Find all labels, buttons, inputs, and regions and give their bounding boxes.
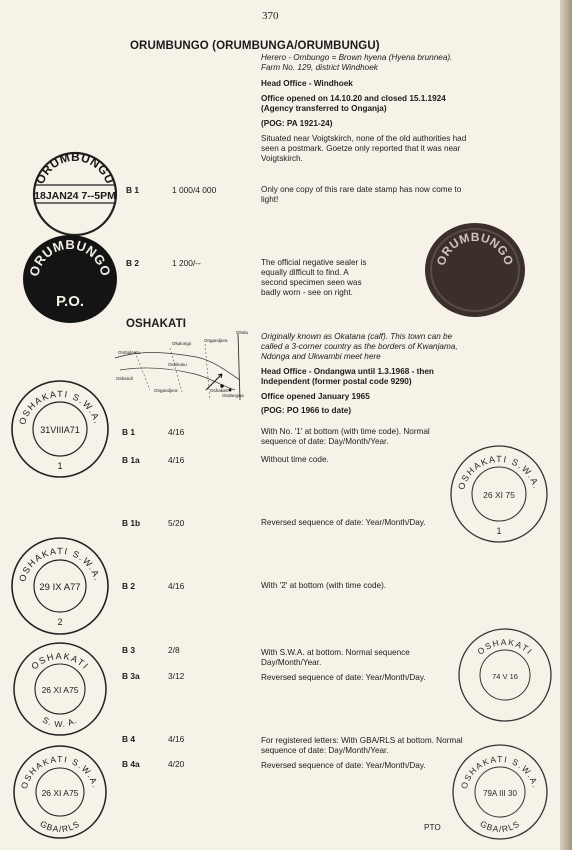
- svg-text:OSHAKATI S.W.A.: [17, 389, 103, 426]
- entry-price: 3/12: [168, 671, 185, 681]
- postmark-number: 1: [496, 526, 502, 536]
- postmark-number: 2: [57, 617, 63, 627]
- postmark-oshakati-b1a: [443, 440, 555, 548]
- page-footer-pto: PTO: [424, 823, 441, 832]
- page-number: 370: [262, 10, 279, 22]
- entry-desc: badly worn - see on right.: [261, 288, 353, 297]
- postmark-oshakati-b2: [6, 532, 114, 640]
- postmark-date: 29 IX A77: [39, 582, 81, 593]
- orumbungo-pog: (POG: PA 1921-24): [261, 119, 333, 128]
- postmark-arc-text: OSHAKATI S.W.A.: [17, 545, 103, 583]
- orumbungo-etymology-2: Farm No. 129, district Windhoek: [261, 63, 378, 72]
- entry-desc: The official negative sealer is: [261, 258, 367, 267]
- map-label: Ombalantu: [118, 350, 141, 355]
- oshakati-desc-1: Originally known as Okatana (calf). This town can be: [261, 332, 453, 341]
- entry-desc: sequence of date: Day/Month/Year.: [261, 746, 389, 755]
- svg-text:ORUMBUNGU: [33, 150, 117, 186]
- postmark-oshakati-b3: [8, 637, 112, 741]
- sealer-arc-text: ORUMBUNGO: [433, 229, 517, 268]
- oshakati-desc-3: Ndonga and Ukwambi meet here: [261, 352, 381, 361]
- svg-text:OSHAKATI: [29, 651, 91, 672]
- postmark-bottom-text: GBA/RLS: [38, 818, 82, 835]
- entry-desc: sequence of date: Day/Month/Year.: [261, 437, 389, 446]
- postmark-arc-text: OSHAKATI S.W.A.: [18, 753, 102, 790]
- svg-text:OSHAKATI S.W.A.: [456, 454, 542, 491]
- entry-desc: With S.W.A. at bottom. Normal sequence: [261, 648, 410, 657]
- svg-text:S. W. A.: [41, 715, 79, 730]
- map-label: Oshandi: [116, 376, 133, 381]
- postmark-arc-text: OSHAKATI: [29, 650, 91, 672]
- postmark-oshakati-b4: [8, 742, 112, 844]
- postmark-arc-text: OSHAKATI S.W.A.: [458, 753, 542, 790]
- postmark-date: 26 XI A75: [41, 788, 79, 798]
- postmark-bottom-text: GBA/RLS: [478, 818, 522, 835]
- orumbungo-desc-2: seen a postmark. Goetze only reported that it was near: [261, 144, 461, 153]
- section-title-orumbungo: ORUMBUNGO (ORUMBUNGA/ORUMBUNGU): [130, 40, 380, 52]
- map-label: Ohalu: [236, 330, 249, 335]
- entry-code: B 4: [122, 734, 136, 744]
- entry-desc: With No. '1' at bottom (with time code). Normal: [261, 427, 430, 436]
- postmark-arc-text: OSHAKATI: [475, 636, 535, 657]
- entry-desc: Without time code.: [261, 455, 329, 464]
- postmark-orumbungo-b1: [28, 148, 122, 240]
- svg-text:GBA/RLS: [38, 818, 81, 834]
- entry-price: 2/8: [168, 645, 180, 655]
- entry-desc: second specimen seen was: [261, 278, 362, 287]
- entry-price: 1 000/4 000: [172, 185, 217, 195]
- entry-code: B 1b: [122, 518, 141, 528]
- orumbungo-opened-1: Office opened on 14.10.20 and closed 15.1.1924: [261, 94, 446, 103]
- entry-code: B 1: [122, 427, 136, 437]
- entry-price: 5/20: [168, 518, 185, 528]
- entry-code: B 1a: [122, 455, 140, 465]
- postmark-arc-text: OSHAKATI S.W.A.: [17, 388, 103, 426]
- entry-desc: Reversed sequence of date: Year/Month/Day.: [261, 673, 426, 682]
- sealer-bottom-text: P.O.: [55, 293, 85, 310]
- entry-price: 4/16: [168, 455, 185, 465]
- negative-sealer-orumbungo-b2: [20, 233, 120, 325]
- oshakati-desc-2: called a 3-corner country as the borders of Kwanjama,: [261, 342, 458, 351]
- postmark-date: 18JAN24 7--5PM: [34, 190, 116, 202]
- entry-desc: equally difficult to find. A: [261, 268, 349, 277]
- entry-desc: Reversed sequence of date: Year/Month/Day.: [261, 761, 426, 770]
- oshakati-head-office-2: Independent (former postal code 9290): [261, 377, 412, 386]
- svg-text:OSHAKATI: [475, 637, 534, 657]
- entry-desc: light!: [261, 195, 279, 204]
- map-label: Ongandjera: [154, 388, 178, 393]
- entry-price: 1 200/--: [172, 258, 201, 268]
- postmark-date: 74 V 16: [492, 672, 518, 681]
- entry-code: B 2: [126, 258, 140, 268]
- entry-price: 4/20: [168, 759, 185, 769]
- orumbungo-head-office: Head Office - Windhoek: [261, 79, 353, 88]
- page-edge: [560, 0, 572, 850]
- oshakati-region-map: [110, 330, 255, 410]
- oshakati-opened: Office opened January 1965: [261, 392, 370, 401]
- postmark-bottom-text: S. W. A.: [40, 714, 80, 730]
- svg-text:OSHAKATI S.W.A.: [459, 754, 541, 790]
- sealer-arc-text: ORUMBUNGO: [26, 236, 114, 278]
- postmark-number: 1: [57, 461, 63, 471]
- entry-desc: For registered letters: With GBA/RLS at bottom. Normal: [261, 736, 463, 745]
- entry-code: B 1: [126, 185, 140, 195]
- orumbungo-desc-3: Voigtskirch.: [261, 154, 303, 163]
- postmark-oshakati-b4a: [448, 740, 552, 844]
- postmark-date: 31VIIIA71: [40, 425, 80, 435]
- postmark-date: 79A III 30: [483, 789, 517, 798]
- svg-text:OSHAKATI S.W.A.: [17, 546, 103, 583]
- map-label: Okalongo: [172, 341, 192, 346]
- postmark-date: 26 XI A75: [41, 685, 79, 695]
- postmark-date: 26 XI 75: [483, 490, 515, 500]
- orumbungo-desc-1: Situated near Voigtskirch, none of the old authorities had: [261, 134, 467, 143]
- entry-price: 4/16: [168, 734, 185, 744]
- oshakati-pog: (POG: PO 1966 to date): [261, 406, 352, 415]
- map-label: Ongandjera: [204, 338, 228, 343]
- map-label: Ondangwa: [222, 393, 244, 398]
- entry-desc: Reversed sequence of date: Year/Month/Day.: [261, 518, 426, 527]
- svg-text:OSHAKATI S.W.A.: [19, 754, 101, 790]
- entry-code: B 3: [122, 645, 136, 655]
- postmark-oshakati-b1: [6, 375, 114, 483]
- entry-desc: Only one copy of this rare date stamp has now come to: [261, 185, 462, 194]
- orumbungo-etymology-1: Herero - Ombungo = Brown hyena (Hyena brunnea).: [261, 53, 453, 62]
- svg-text:GBA/RLS: [478, 818, 521, 834]
- entry-code: B 3a: [122, 671, 140, 681]
- orumbungo-opened-2: (Agency transferred to Onganja): [261, 104, 387, 113]
- postmark-arc-text: ORUMBUNGU: [32, 149, 118, 187]
- map-label: Oshikuku: [168, 362, 187, 367]
- entry-desc: Day/Month/Year.: [261, 658, 322, 667]
- entry-price: 4/16: [168, 581, 185, 591]
- section-title-oshakati: OSHAKATI: [126, 318, 187, 330]
- entry-code: B 4a: [122, 759, 140, 769]
- entry-price: 4/16: [168, 427, 185, 437]
- postmark-arc-text: OSHAKATI S.W.A.: [456, 453, 542, 491]
- worn-sealer-specimen: [420, 220, 530, 320]
- entry-code: B 2: [122, 581, 136, 591]
- oshakati-head-office-1: Head Office - Ondangwa until 1.3.1968 - then: [261, 367, 434, 376]
- map-label: Oshakati: [210, 388, 228, 393]
- postmark-oshakati-b3a: [455, 625, 555, 725]
- entry-desc: With '2' at bottom (with time code).: [261, 581, 387, 590]
